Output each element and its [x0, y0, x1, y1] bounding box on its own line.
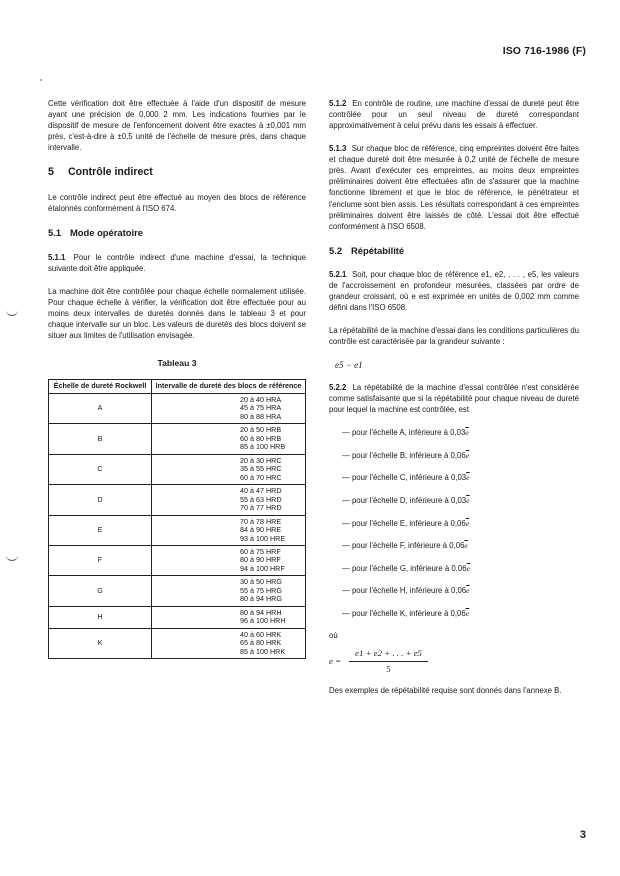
- table-cell-ranges: [152, 424, 306, 454]
- section-5-paragraph: Le contrôle indirect peut être effectué au moyen des blocs de référence étalonnés conformément à l'ISO 674.: [48, 193, 306, 214]
- mean-symbol: $\overline{e}$: [466, 586, 470, 596]
- criterion-item: [329, 427, 579, 438]
- right-column: [329, 98, 579, 709]
- clause-5-2-1-text: Soit, pour chaque bloc de référence e1, e2, . . . , e5, les valeurs de l'accroissement en profondeur mesurées, classées par ordre de grandeur croissant, où e est exprimée en unités de 0,002 mm comme défini dans l'ISO 6508.: [329, 270, 579, 313]
- table-cell-scale: K: [49, 628, 152, 658]
- hardness-range: 80 à 94 HRG: [240, 594, 282, 604]
- mean-fraction: [349, 647, 428, 675]
- hardness-range: 60 à 75 HRF: [240, 547, 281, 556]
- criterion-item: [329, 563, 579, 574]
- criterion-item: [329, 585, 579, 596]
- table-row: [49, 576, 306, 606]
- hardness-table: [48, 379, 306, 659]
- hardness-range: 93 à 100 HRE: [240, 533, 286, 543]
- table-cell-scale: E: [49, 515, 152, 545]
- criterion-item: [329, 472, 579, 483]
- hardness-range: 80 à 94 HRH: [240, 607, 282, 617]
- intro-paragraph: Cette vérification doit être effectuée à l'aide d'un dispositif de mesure ayant une précision de 0,000 2 mm. Les indications fournies par le dispositif de mesure de l'enfoncement doivent être exactes à ±0,001 mm près, c'est-à-dire à ±0,5 unité de l'échelle de mesure près, dans chaque intervalle.: [48, 99, 306, 153]
- table-cell-ranges: [152, 546, 306, 576]
- criterion-label: — pour l'échelle H, inférieure à 0,06: [342, 586, 467, 596]
- section-5-1-number: 5.1: [48, 227, 62, 239]
- table-title: Tableau 3: [157, 358, 197, 369]
- mean-symbol: $\overline{e}$: [465, 608, 470, 618]
- mean-lhs: e =: [329, 656, 342, 667]
- hardness-range: 85 à 100 HRK: [240, 646, 286, 656]
- section-5-number: 5: [48, 166, 54, 179]
- clause-5-2-2-number: 5.2.2: [329, 383, 347, 393]
- hardness-range: 96 à 100 HRH: [240, 616, 286, 626]
- repeatability-paragraph: La répétabilité de la machine d'essai dans les conditions particulières du contrôle est caractérisée par la grandeur suivante :: [329, 326, 579, 347]
- table-row: [49, 485, 306, 515]
- criterion-label: — pour l'échelle D, inférieure à 0,03: [342, 496, 467, 506]
- mean-numerator: e1 + e2 + . . . + e5: [349, 647, 428, 661]
- mean-symbol: $\overline{e}$: [466, 473, 470, 483]
- table-header-scale: Échelle de dureté Rockwell: [49, 380, 152, 393]
- clause-5-2-2-text: La répétabilité de la machine d'essai contrôlée n'est considérée comme satisfaisante que si la répétabilité pour chaque niveau de dureté pour lequel la machine est contrôlée, est: [329, 383, 580, 415]
- criterion-item: [329, 518, 579, 529]
- binding-mark-top: [6, 310, 18, 316]
- page-number: 3: [579, 829, 586, 842]
- table-cell-ranges: [152, 576, 306, 606]
- section-5-2-heading: [329, 244, 579, 257]
- table-cell-scale: F: [49, 546, 152, 576]
- criterion-item: [329, 608, 579, 619]
- hardness-range: 20 à 50 HRB: [240, 425, 282, 435]
- table-row: [49, 546, 306, 576]
- table-cell-ranges: [152, 606, 306, 628]
- hardness-range: 45 à 75 HRA: [240, 403, 282, 413]
- hardness-range: 85 à 100 HRB: [240, 442, 286, 452]
- hardness-range: 60 à 80 HRB: [240, 433, 282, 443]
- hardness-range: 55 à 75 HRG: [240, 585, 282, 595]
- table-row: [49, 393, 306, 423]
- table-cell-scale: H: [49, 606, 152, 628]
- mean-symbol: $\overline{e}$: [465, 428, 469, 438]
- mean-denominator: 5: [386, 663, 391, 674]
- criterion-label: — pour l'échelle A, inférieure à 0,03: [342, 428, 466, 438]
- hardness-range: 30 à 50 HRG: [240, 577, 282, 587]
- hardness-range: 70 à 77 HRD: [240, 503, 282, 513]
- table-cell-scale: A: [49, 393, 152, 423]
- section-5-1-title: Mode opératoire: [70, 227, 143, 239]
- mean-formula: [329, 647, 579, 675]
- mean-symbol: $\overline{e}$: [465, 518, 470, 528]
- machine-paragraph: La machine doit être contrôlée pour chaque échelle normalement utilisée. Pour chaque échelle à vérifier, la vérification doit être effectuée pour au moins deux intervalles de duretés donnés dans le tableau 3 et pour chaque intervalle sur un bloc. Les valeurs de duretés des blocs doivent se situer aux limites de l'utilisation envisagée.: [48, 286, 306, 341]
- criterion-label: — pour l'échelle C, inférieure à 0,03: [342, 473, 467, 483]
- mean-symbol: $\overline{e}$: [465, 450, 470, 460]
- clause-5-1-3: [329, 143, 579, 232]
- closing-paragraph: Des exemples de répétabilité requise sont donnés dans l'annexe B.: [329, 686, 562, 696]
- criterion-label: — pour l'échelle E, inférieure à 0,06: [342, 518, 466, 528]
- table-row: [49, 628, 306, 658]
- criterion-label: — pour l'échelle B, inférieure à 0,06: [342, 450, 466, 460]
- criterion-item: [329, 540, 579, 551]
- hardness-range: 84 à 90 HRE: [240, 525, 282, 535]
- repeatability-formula: e5 − e1: [335, 360, 363, 371]
- table-cell-scale: C: [49, 454, 152, 484]
- hardness-range: 70 à 78 HRE: [240, 516, 282, 526]
- clause-5-1-2-text: En contrôle de routine, une machine d'essai de dureté peut être contrôlée pour un seul niveau de dureté correspondant approximativement à celui prévu dans les essais à effectuer.: [329, 99, 580, 131]
- table-row: [49, 606, 306, 628]
- section-5-2-title: Répétabilité: [351, 244, 405, 256]
- clause-5-2-2: [329, 382, 579, 415]
- hardness-range: 40 à 60 HRK: [240, 629, 282, 639]
- mean-symbol: $\overline{e}$: [464, 541, 468, 551]
- table-cell-scale: G: [49, 576, 152, 606]
- section-5-title: Contrôle indirect: [68, 166, 153, 179]
- table-row: [49, 515, 306, 545]
- where-label: où: [329, 631, 338, 641]
- hardness-range: 60 à 70 HRC: [240, 472, 282, 482]
- hardness-range: 80 à 90 HRF: [240, 555, 281, 565]
- clause-5-1-2: [329, 98, 579, 131]
- clause-5-1-1-number: 5.1.1: [48, 252, 66, 262]
- hardness-range: 35 à 55 HRC: [240, 464, 282, 474]
- table-header-row: [49, 380, 306, 393]
- hardness-range: 55 à 63 HRD: [240, 494, 282, 504]
- clause-5-1-1: [48, 252, 306, 274]
- hardness-range: 94 à 100 HRF: [240, 563, 285, 573]
- mean-symbol: $\overline{e}$: [466, 563, 471, 573]
- table-cell-scale: B: [49, 424, 152, 454]
- table-cell-ranges: [152, 515, 306, 545]
- document-header: ISO 716-1986 (F): [502, 45, 586, 57]
- section-5-2-number: 5.2: [329, 244, 343, 256]
- criterion-label: — pour l'échelle F, inférieure à 0,06: [342, 541, 465, 551]
- hardness-range: 80 à 88 HRA: [240, 411, 282, 421]
- table-cell-scale: D: [49, 485, 152, 515]
- table-header-range: Intervalle de dureté des blocs de référence: [152, 380, 306, 393]
- left-column: [48, 98, 306, 659]
- table-cell-ranges: [152, 454, 306, 484]
- criteria-list: [329, 427, 579, 619]
- hardness-range: 20 à 40 HRA: [240, 394, 282, 404]
- hardness-range: 40 à 47 HRD: [240, 486, 282, 496]
- mean-symbol: $\overline{e}$: [466, 496, 470, 506]
- hardness-range: 20 à 30 HRC: [240, 455, 282, 465]
- criterion-label: — pour l'échelle G, inférieure à 0,06: [342, 563, 467, 573]
- table-cell-ranges: [152, 628, 306, 658]
- binding-mark-bottom: [6, 555, 18, 561]
- section-5-heading: [48, 165, 306, 180]
- table-body: [49, 393, 306, 659]
- clause-5-1-3-number: 5.1.3: [329, 144, 347, 154]
- criterion-item: [329, 450, 579, 461]
- table-row: [49, 454, 306, 484]
- criterion-label: — pour l'échelle K, inférieure à 0,06: [342, 608, 466, 618]
- table-row: [49, 424, 306, 454]
- criterion-item: [329, 495, 579, 506]
- clause-5-1-1-text: Pour le contrôle indirect d'une machine d'essai, la technique suivante doit être appliquée.: [48, 252, 307, 273]
- clause-5-1-3-text: Sur chaque bloc de référence, cinq empreintes doivent être faites et chaque dureté doit être mesurée à 0,2 unité de l'échelle de mesure près. Avant d'exécuter ces empreintes, au moins deux empreintes préliminaires doivent être effectuées afin de s'assurer que la machine fonctionne librement et que le bloc de référence, le pénétrateur et l'enclume sont bien assis. Les résultats correspondant à ces empreintes préliminaires doivent être laissés de côté. L'essai doit être effectué conformément à l'ISO 6508.: [329, 144, 580, 231]
- clause-5-2-1: [329, 269, 579, 313]
- scan-dot: [40, 79, 42, 81]
- table-cell-ranges: [152, 393, 306, 423]
- hardness-range: 65 à 80 HRK: [240, 638, 282, 648]
- clause-5-2-1-number: 5.2.1: [329, 270, 347, 280]
- clause-5-1-2-number: 5.1.2: [329, 99, 347, 108]
- table-cell-ranges: [152, 485, 306, 515]
- section-5-1-heading: [48, 226, 306, 239]
